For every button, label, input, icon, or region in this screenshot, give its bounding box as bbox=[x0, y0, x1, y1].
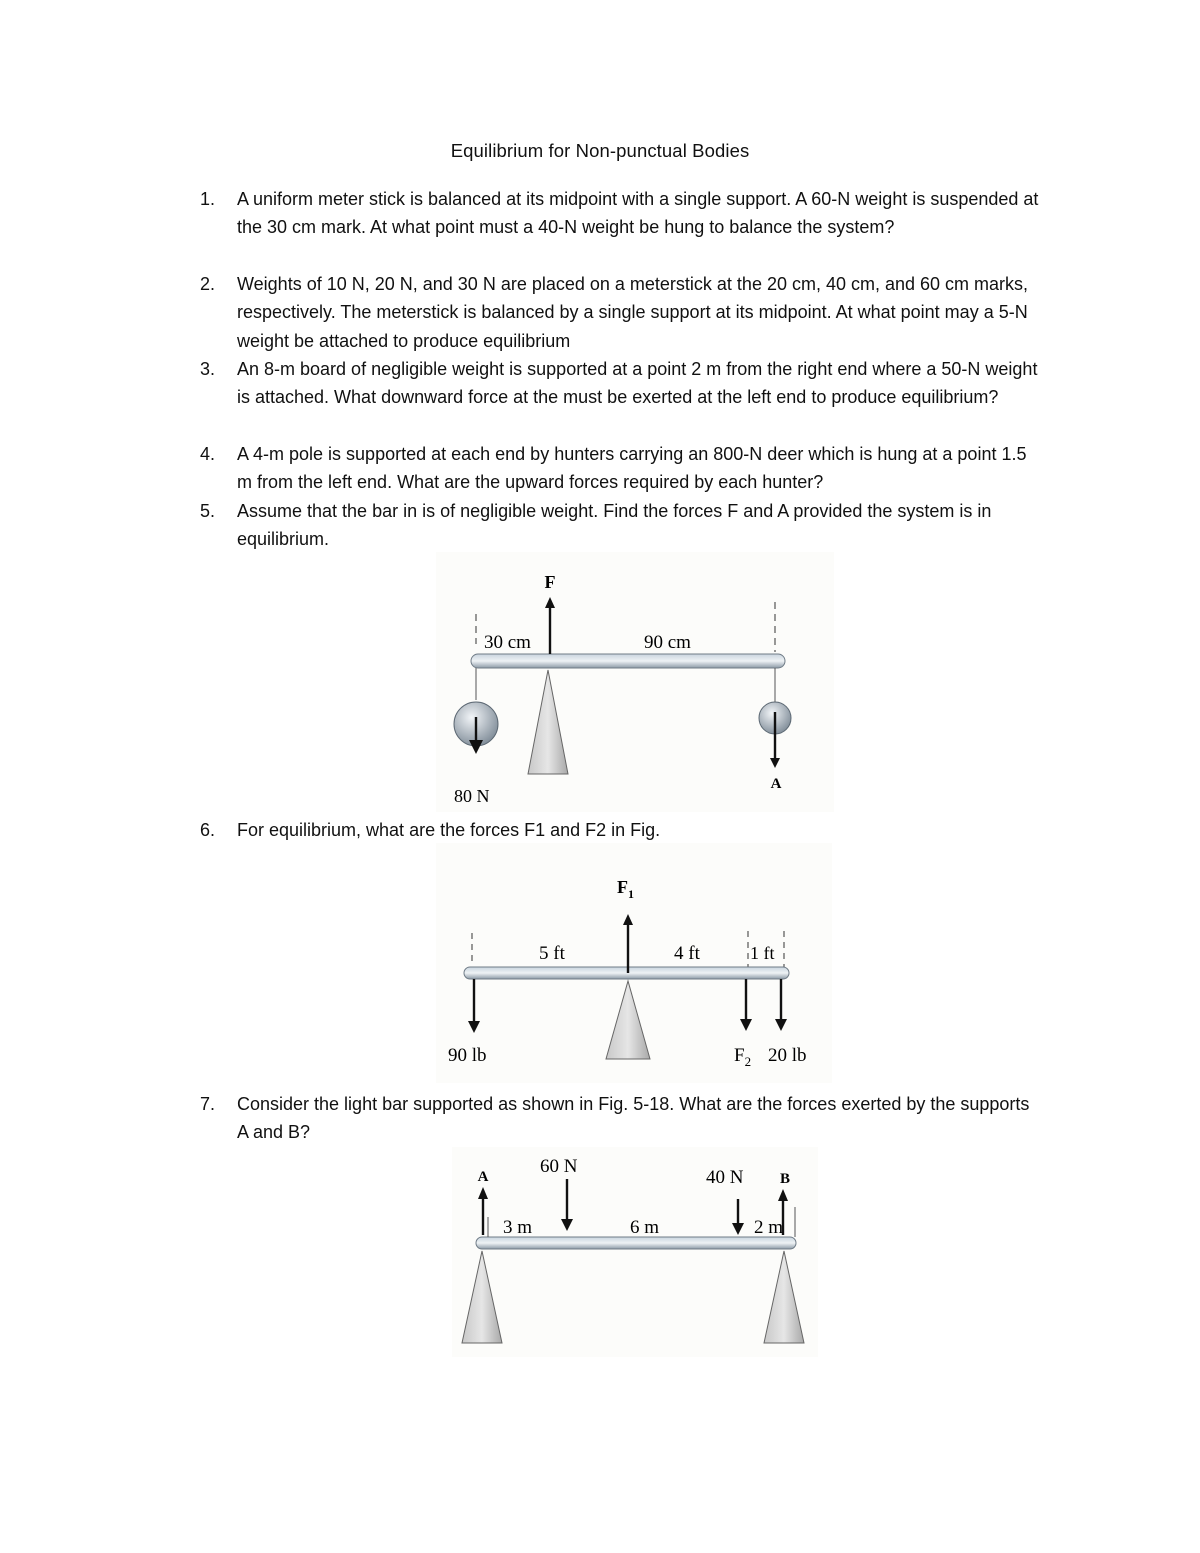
bar bbox=[471, 654, 785, 668]
question-number: 6. bbox=[200, 820, 216, 840]
question-5 bbox=[200, 497, 1040, 554]
fulcrum bbox=[528, 670, 568, 774]
question-4 bbox=[200, 440, 1040, 497]
question-text: An 8-m board of negligible weight is supported at a point 2 m from the right end where a 50-N weight is attached. What downward force at the must be exerted at the left end to produce equilibrium? bbox=[237, 359, 1038, 408]
fulcrum bbox=[606, 981, 650, 1059]
question-number: 4. bbox=[200, 444, 216, 464]
question-number: 5. bbox=[200, 501, 216, 521]
figure-q6 bbox=[436, 843, 832, 1083]
question-7 bbox=[200, 1090, 1040, 1147]
distance-label: 30 cm bbox=[484, 632, 531, 653]
figure-q7 bbox=[452, 1147, 818, 1357]
question-text: Assume that the bar in is of negligible weight. Find the forces F and A provided the system is in equilibrium. bbox=[237, 501, 992, 550]
question-text: A uniform meter stick is balanced at its midpoint with a single support. A 60-N weight is suspended at the 30 cm mark. At what point must a 40-N weight be hung to balance the system? bbox=[237, 189, 1039, 238]
question-text: Weights of 10 N, 20 N, and 30 N are placed on a meterstick at the 20 cm, 40 cm, and 60 cm marks, respectively. The meterstick is balanced by a single support at its midpoint. At what point may a 5-N weight be attached to produce equilibrium bbox=[237, 274, 1029, 351]
question-number: 1. bbox=[200, 189, 216, 209]
beam-diagram-q7 bbox=[452, 1147, 818, 1357]
question-number: 7. bbox=[200, 1094, 216, 1114]
distance-label: 4 ft bbox=[674, 943, 700, 964]
force-F2-label: $F_2$ bbox=[734, 1045, 752, 1069]
support-B bbox=[764, 1251, 804, 1343]
question-text: A 4-m pole is supported at each end by hunters carrying an 800-N deer which is hung at a point 1.5 m from the left end. What are the upward forces required by each hunter? bbox=[237, 444, 1027, 493]
lever-diagram-q6 bbox=[436, 843, 832, 1083]
support-A bbox=[462, 1251, 502, 1343]
distance-label: 3 m bbox=[503, 1217, 533, 1238]
support-B-label: B bbox=[779, 1171, 791, 1187]
question-1 bbox=[200, 185, 1040, 242]
question-text: For equilibrium, what are the forces F1 and F2 in Fig. bbox=[237, 820, 661, 840]
distance-label: 1 ft bbox=[750, 943, 775, 963]
question-text: Consider the light bar supported as shown in Fig. 5-18. What are the forces exerted by the supports A and B? bbox=[237, 1094, 1030, 1143]
figure-q5 bbox=[436, 552, 834, 812]
arrowheads bbox=[469, 597, 780, 768]
support-A-label: A bbox=[477, 1169, 489, 1185]
question-2 bbox=[200, 270, 1040, 355]
force-F-label: F bbox=[544, 572, 556, 592]
force-arrows bbox=[476, 606, 775, 760]
weight-label: 80 N bbox=[454, 786, 490, 806]
distance-label: 2 m bbox=[754, 1217, 784, 1238]
question-6 bbox=[200, 816, 1040, 844]
force-A-label: A bbox=[770, 776, 782, 792]
bar bbox=[476, 1237, 796, 1249]
question-3 bbox=[200, 355, 1040, 412]
lever-diagram-q5 bbox=[436, 552, 834, 812]
bar bbox=[464, 967, 789, 979]
distance-label: 5 ft bbox=[539, 943, 565, 964]
force-F1-label: $F_1$ bbox=[617, 877, 634, 901]
load-label: 40 N bbox=[706, 1167, 744, 1188]
document-title: Equilibrium for Non-punctual Bodies bbox=[450, 140, 750, 161]
question-number: 2. bbox=[200, 274, 216, 294]
question-number: 3. bbox=[200, 359, 216, 379]
distance-label: 90 cm bbox=[644, 632, 691, 653]
weight-label: 20 lb bbox=[768, 1045, 807, 1066]
load-label: 60 N bbox=[540, 1156, 578, 1177]
weight-label: 90 lb bbox=[448, 1045, 487, 1066]
distance-label: 6 m bbox=[630, 1217, 660, 1238]
